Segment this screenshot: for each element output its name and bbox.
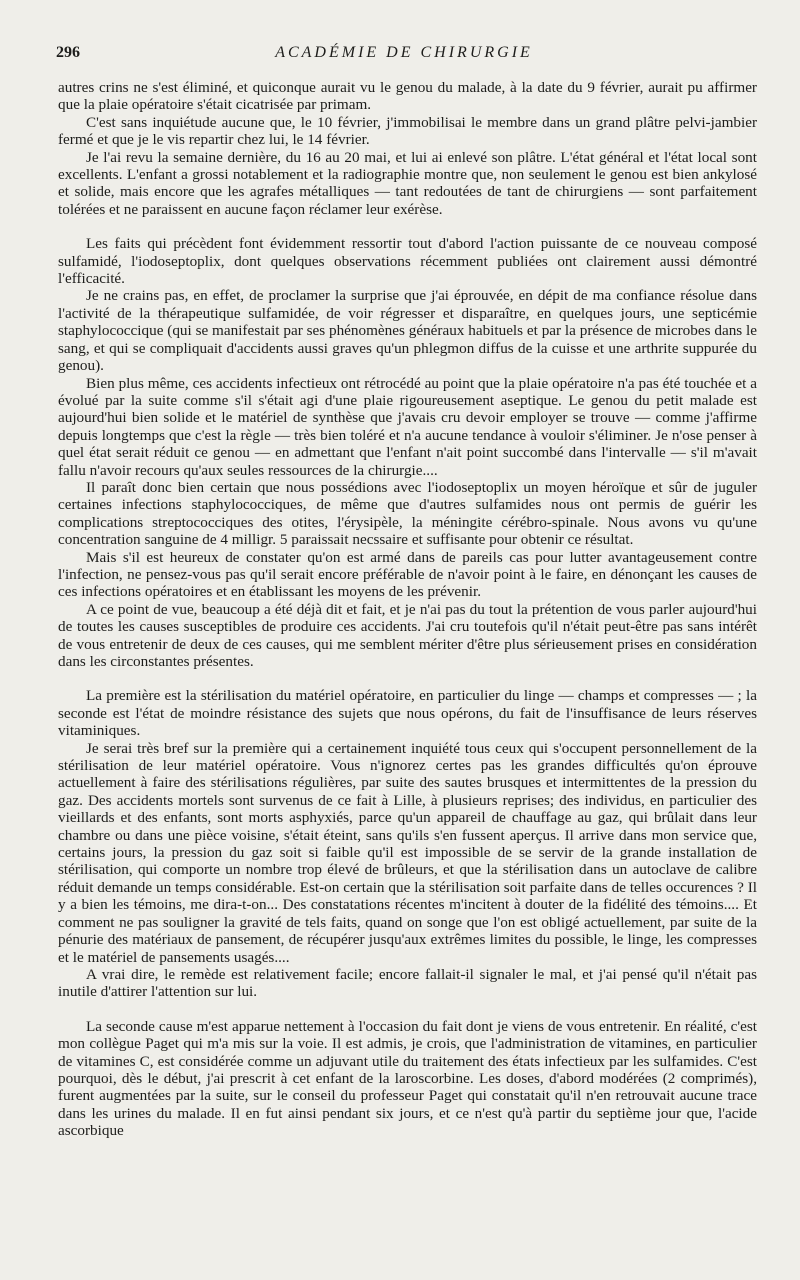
paragraph: autres crins ne s'est éliminé, et quiconque aurait vu le genou du malade, à la date du 9 février, aurait pu affirmer que la plaie opératoire s'était cicatrisée par primam. [58,79,757,114]
paragraph: La première est la stérilisation du matériel opératoire, en particulier du linge — champs et compresses — ; la seconde est l'état de moindre résistance des sujets que nous opérons, du fait de l'insuffisance de leurs réserves vitaminiques. [58,687,757,740]
page-header [56,44,752,68]
body-text [58,79,757,1140]
page-number: 296 [56,44,80,61]
paragraph: Bien plus même, ces accidents infectieux ont rétrocédé au point que la plaie opératoire n'a pas été touchée et a évolué par la suite comme s'il s'était agi d'une plaie rigoureusement aseptique. Le genou du petit malade est aujourd'hui bien solide et le matériel de synthèse que j'avais cru devoir employer se trouve — comme j'affirme depuis longtemps que c'est la règle — très bien toléré et n'a aucune tendance à vouloir s'éliminer. Je n'ose penser à quel état serait réduit ce genou — en admettant que l'enfant n'ait point succombé dans l'intervalle — s'il m'avait fallu n'avoir recours qu'aux seules ressources de la chirurgie.... [58,374,757,479]
paragraph: Je serai très bref sur la première qui a certainement inquiété tous ceux qui s'occupent personnellement de la stérilisation de leur matériel opératoire. Vous n'ignorez certes pas les grandes difficultés qu'on éprouve actuellement à faire des stérilisations régulières, par suite des sautes brusques et intermittentes de la pression du gaz. Des accidents mortels sont survenus de ce fait à Lille, à plusieurs reprises; des individus, en particulier des vieillards et des enfants, sont morts asphyxiés, parce qu'un appareil de chauffage au gaz, qui brûlait dans leur chambre ou dans une pièce voisine, s'était éteint, sans qu'ils s'en fussent aperçus. Il arrive dans mon service que, certains jours, la pression du gaz soit si faible qu'il est impossible de se servir de la grande installation de stérilisation, qui comporte un nombre trop élevé de brûleurs, et que la stérilisation dans un autoclave de calibre réduit demande un temps considérable. Est-on certain que la stérilisation soit parfaite dans de telles occurences ? Il y a bien les témoins, me dira-t-on... Des constatations récentes m'incitent à douter de la fidélité des témoins.... Et comment ne pas souligner la gravité de tels faits, quand on songe que l'on est obligé actuellement, par suite de la pénurie des matériaux de pansement, de récupérer jusqu'aux extrêmes limites du possible, le linge, les compresses et le matériel de pansements usagés.... [58,739,757,966]
paragraph: C'est sans inquiétude aucune que, le 10 février, j'immobilisai le membre dans un grand plâtre pelvi-jambier fermé et que je le vis repartir chez lui, le 14 février. [58,113,757,149]
running-title: ACADÉMIE DE CHIRURGIE [275,44,533,61]
paragraph: Je l'ai revu la semaine dernière, du 16 au 20 mai, et lui ai enlevé son plâtre. L'état général et l'état local sont excellents. L'enfant a grossi notablement et la radiographie montre que, non seulement le genou est bien ankylosé et solide, mais encore que les agrafes métalliques — tant redoutées de tant de chirurgiens — sont parfaitement tolérées et ne paraissent en aucune façon réclamer leur exérèse. [58,148,757,218]
paragraph: Je ne crains pas, en effet, de proclamer la surprise que j'ai éprouvée, en dépit de ma confiance résolue dans l'activité de la thérapeutique sulfamidée, de voir régresser et disparaître, en quelques jours, une septicémie staphylococcique (qui se manifestait par ses phénomènes généraux habituels et par la présence de microbes dans le sang, et qui se compliquait d'accidents aussi graves qu'un phlegmon diffus de la cuisse et une arthrite suppurée du genou). [58,287,757,375]
paragraph: Mais s'il est heureux de constater qu'on est armé dans de pareils cas pour lutter avantageusement contre l'infection, ne pensez-vous pas qu'il serait encore préférable de n'avoir point à le faire, en dénonçant les causes de ces infections opératoires et en établissant les moyens de les prévenir. [58,548,757,601]
paragraph: Les faits qui précèdent font évidemment ressortir tout d'abord l'action puissante de ce nouveau composé sulfamidé, l'iodoseptoplix, dont quelques observations récemment publiées ont clairement aussi démontré l'efficacité. [58,235,757,288]
paragraph: Il paraît donc bien certain que nous possédions avec l'iodoseptoplix un moyen héroïque et sûr de juguler certaines infections staphylococciques, de même que d'autres sulfamides nous ont permis de guérir les complications streptococciques des otites, l'érysipèle, la méningite cérébro-spinale. Nous avons vu qu'une concentration sanguine de 4 milligr. 5 paraissait necssaire et suffisante pour obtenir ce résultat. [58,478,757,549]
paragraph: A vrai dire, le remède est relativement facile; encore fallait-il signaler le mal, et j'ai pensé qu'il n'était pas inutile d'attirer l'attention sur lui. [58,965,757,1001]
paragraph: A ce point de vue, beaucoup a été déjà dit et fait, et je n'ai pas du tout la prétention de vous parler aujourd'hui de toutes les causes susceptibles de produire ces accidents. J'ai cru toutefois qu'il n'était peut-être pas sans intérêt de vous entretenir de deux de ces causes, qui me semblent mériter d'être plus sérieusement prises en considération dans les circonstantes présentes. [58,600,757,670]
paragraph: La seconde cause m'est apparue nettement à l'occasion du fait dont je viens de vous entretenir. En réalité, c'est mon collègue Paget qui m'a mis sur la voie. Il est admis, je crois, que l'administration de vitamines, en particulier de vitamines C, est considérée comme un adjuvant utile du traitement des états infectieux par les sulfamides. C'est pourquoi, dès le début, j'ai prescrit à cet enfant de la laroscorbine. Les doses, d'abord modérées (2 comprimés), furent augmentées par la suite, sur le conseil du professeur Paget qui constatait qu'il n'en retrouvait aucune trace dans les urines du malade. Il en fut ainsi pendant six jours, et ce n'est qu'à partir du septième jour que, l'acide ascorbique [58,1017,757,1140]
